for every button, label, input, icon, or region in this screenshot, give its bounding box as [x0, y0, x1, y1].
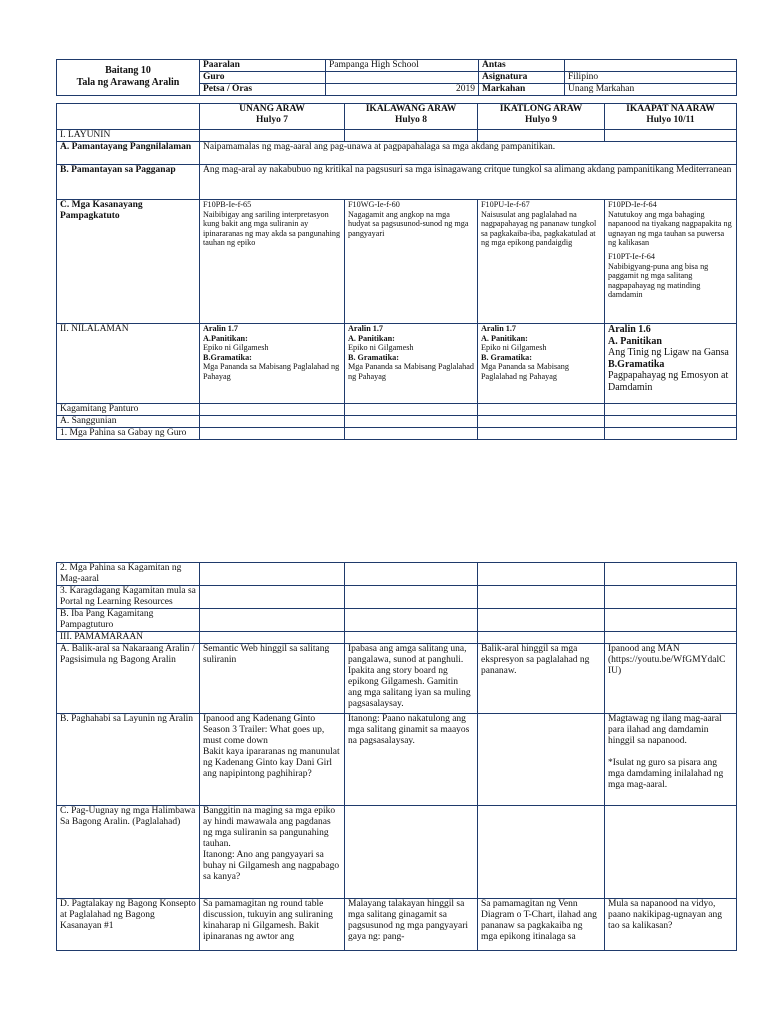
day-4-date: Hulyo 10/11	[646, 115, 695, 125]
competency-text-2: Nabibigyang-puna ang bisa ng paggamit ng mga salitang nagpapahayag ng matinding damdamin	[608, 261, 709, 300]
day-3-date: Hulyo 9	[525, 115, 557, 125]
procedure-cell: Malayang talakayan hinggil sa mga salitang ginagamit sa pagsusunod ng mga pangyayari gaya ng: pang-	[345, 899, 478, 951]
competency-text: Naibibigay ang sariling interpretasyon kung bakit ang mga suliranin ay ipinararanas ng may akda sa pangunahing tauhan ng epiko	[203, 209, 341, 248]
procedure-row	[57, 899, 737, 951]
day-1-header	[200, 104, 345, 130]
procedure-cell: Semantic Web hinggil sa salitang suliranin	[200, 644, 345, 714]
competency-code: F10WG-Ie-f-60	[348, 200, 400, 209]
karagdagang-label: 3. Karagdagang Kagamitan mula sa Portal ng Learning Resources	[57, 586, 200, 609]
day-1-date: Hulyo 7	[256, 115, 288, 125]
school-value: Pampanga High School	[326, 60, 479, 72]
teacher-label: Guro	[200, 72, 326, 84]
competency-code: F10PD-Ie-f-64	[608, 200, 657, 209]
days-header-row	[57, 104, 737, 130]
procedure-cell: Sa pamamagitan ng round table discussion, tukuyin ang suliraning kinaharap ni Gilgamesh. Bakit ipinaranas ng awtor ang	[200, 899, 345, 951]
day-2-name: IKALAWANG ARAW	[365, 104, 457, 114]
panitikan-value: Epiko ni Gilgamesh	[481, 343, 547, 353]
procedure-cell: Sa pamamagitan ng Venn Diagram o T-Chart, ilahad ang pananaw sa pagkakaiba ng mga epikong itinalaga sa	[478, 899, 605, 951]
panitikan-value: Epiko ni Gilgamesh	[203, 343, 269, 353]
subject-label: Asignatura	[479, 72, 565, 84]
procedure-cell: Magtawag ng ilang mag-aaral para ilahad ang damdamin hinggil sa napanood. *Isulat ng guro sa pisara ang mga damdaming inilalahad ng mga mag-aaral.	[605, 714, 737, 806]
level-label: Antas	[479, 60, 565, 72]
pamantayang-text: Naipamamalas ng mag-aaral ang pag-unawa at pagpapahalaga sa mga akdang pampanitikan.	[200, 142, 737, 165]
gramatika-value: Mga Pananda sa Mabisang Paglalahad ng Pahayag	[481, 362, 569, 381]
procedure-label: C. Pag-Uugnay ng mga Halimbawa Sa Bagong Aralin. (Paglalahad)	[57, 806, 200, 899]
competency-code: F10PU-Ie-f-67	[481, 200, 530, 209]
kasanayan-label: C. Mga Kasanayang Pampagkatuto	[57, 200, 200, 324]
aralin-label: Aralin 1.7	[348, 324, 384, 333]
gramatika-value: Pagpapahayag ng Emosyon at Damdamin	[608, 370, 729, 393]
pagganap-label: B. Pamantayan sa Pagganap	[57, 165, 200, 200]
procedure-cell: Ipanood ang MAN (https://youtu.be/WfGMYdalC IU)	[605, 644, 737, 714]
procedure-cell	[605, 806, 737, 899]
pamamaraan-title: III. PAMAMARAAN	[57, 632, 200, 644]
procedure-cell: Itanong: Paano nakatulong ang mga salitang ginamit sa maayos na pagsasalaysay.	[345, 714, 478, 806]
competency-code: F10PB-Ie-f-65	[203, 200, 252, 209]
lesson-plan-table-continued	[56, 562, 737, 951]
school-label: Paaralan	[200, 60, 326, 72]
quarter-label: Markahan	[479, 84, 565, 96]
doc-title: Tala ng Arawang Aralin	[76, 76, 180, 88]
date-label: Petsa / Oras	[200, 84, 326, 96]
teacher-value	[326, 72, 479, 84]
aralin-label: Aralin 1.7	[481, 324, 517, 333]
aralin-label: Aralin 1.6	[608, 324, 651, 335]
gramatika-value: Mga Pananda sa Mabisang Paglalahad ng Pahayag	[203, 362, 340, 381]
procedure-cell	[478, 714, 605, 806]
panitikan-value: Epiko ni Gilgamesh	[348, 343, 414, 353]
grade: Baitang 10	[105, 65, 151, 76]
nilalaman-day-3	[478, 324, 605, 404]
day-2-header	[345, 104, 478, 130]
kagamitan-mag-aaral-label: 2. Mga Pahina sa Kagamitan ng Mag-aaral	[57, 563, 200, 586]
panitikan-value: Ang Tinig ng Ligaw na Gansa	[608, 347, 729, 358]
day-3-header	[478, 104, 605, 130]
blank-corner	[57, 104, 200, 130]
pamantayang-label: A. Pamantayang Pangnilalaman	[57, 142, 200, 165]
gabay-label: 1. Mga Pahina sa Gabay ng Guro	[57, 428, 200, 440]
procedure-row	[57, 714, 737, 806]
day-2-date: Hulyo 8	[395, 115, 427, 125]
day-4-name: IKAAPAT NA ARAW	[626, 104, 715, 114]
day-1-name: UNANG ARAW	[239, 104, 305, 114]
lesson-plan-table	[56, 103, 737, 440]
panitikan-label: A.Panitikan:	[203, 333, 248, 343]
nilalaman-day-1	[200, 324, 345, 404]
competency-code-2: F10PT-Ie-f-64	[608, 251, 655, 261]
grade-title-cell	[57, 60, 200, 96]
date-value: 2019	[326, 84, 479, 96]
competency-text: Naisusulat ang paglalahad na nagpapahayag ng pananaw tungkol sa pagkakaiba-iba, pagkakatulad at ng mga epikong pandaigdig	[481, 209, 597, 248]
kagamitan-title: Kagamitang Panturo	[57, 404, 200, 416]
competency-text: Natutukoy ang mga bahaging napanood na tiyakang nagpapakita ng ugnayan ng mga tauhan sa puwersa ng kalikasan	[608, 209, 732, 248]
procedure-row	[57, 644, 737, 714]
panitikan-label: A. Panitikan:	[348, 333, 395, 343]
procedure-cell: Mula sa napanood na vidyo, paano nakikipag-ugnayan ang tao sa kalikasan?	[605, 899, 737, 951]
nilalaman-day-2	[345, 324, 478, 404]
iba-pang-label: B. Iba Pang Kagamitang Pampagtuturo	[57, 609, 200, 632]
aralin-label: Aralin 1.7	[203, 324, 239, 333]
procedure-row	[57, 806, 737, 899]
panitikan-label: A. Panitikan:	[481, 333, 528, 343]
procedure-cell: Banggitin na maging sa mga epiko ay hindi mawawala ang pagdanas ng mga suliranin sa pangunahing tauhan. Itanong: Ano ang pangyayari sa buhay ni Gilgamesh ang nagpabago sa kanya?	[200, 806, 345, 899]
sanggunian-label: A. Sanggunian	[57, 416, 200, 428]
layunin-title: I. LAYUNIN	[57, 130, 200, 142]
procedure-cell	[345, 806, 478, 899]
kasanayan-day-4	[605, 200, 737, 324]
gramatika-value: Mga Pananda sa Mabisang Paglalahad ng Pahayag	[348, 362, 474, 381]
pagganap-text: Ang mag-aral ay nakabubuo ng kritikal na pagsusuri sa mga isinagawang critque tungkol sa alimang akdang pampanitikang Mediterranean	[200, 165, 737, 200]
gramatika-label: B. Gramatika:	[481, 352, 532, 362]
quarter-value: Unang Markahan	[565, 84, 737, 96]
kasanayan-day-1	[200, 200, 345, 324]
gramatika-label: B.Gramatika	[608, 358, 665, 370]
subject-value: Filipino	[565, 72, 737, 84]
level-value	[565, 60, 737, 72]
procedure-cell: Ipabasa ang amga salitang una, pangalawa, sunod at panghuli. Ipakita ang story board ng epikong Gilgamesh. Gamitin ang mga salitang iyan sa muling pagsasalaysay.	[345, 644, 478, 714]
kasanayan-day-3	[478, 200, 605, 324]
procedure-label: B. Paghahabi sa Layunin ng Aralin	[57, 714, 200, 806]
procedure-cell: Ipanood ang Kadenang Ginto Season 3 Trailer: What goes up, must come down Bakit kaya ipararanas ng manunulat ng Kadenang Ginto kay Dani Girl ang napipintong paghihirap?	[200, 714, 345, 806]
gramatika-label: B. Gramatika:	[348, 352, 399, 362]
procedure-cell	[478, 806, 605, 899]
procedure-cell: Balik-aral hinggil sa mga ekspresyon sa paglalahad ng pananaw.	[478, 644, 605, 714]
gramatika-label: B.Gramatika:	[203, 352, 252, 362]
procedure-label: D. Pagtalakay ng Bagong Konsepto at Paglalahad ng Bagong Kasanayan #1	[57, 899, 200, 951]
header-table	[56, 59, 737, 96]
day-3-name: IKATLONG ARAW	[499, 104, 583, 114]
competency-text: Nagagamit ang angkop na mga hudyat sa pagsusunod-sunod ng mga pangyayari	[348, 209, 469, 238]
day-4-header	[605, 104, 737, 130]
panitikan-label: A. Panitikan	[608, 335, 662, 347]
procedure-label: A. Balik-aral sa Nakaraang Aralin / Pagsisimula ng Bagong Aralin	[57, 644, 200, 714]
nilalaman-title: II. NILALAMAN	[57, 324, 200, 404]
nilalaman-day-4	[605, 324, 737, 404]
kasanayan-day-2	[345, 200, 478, 324]
